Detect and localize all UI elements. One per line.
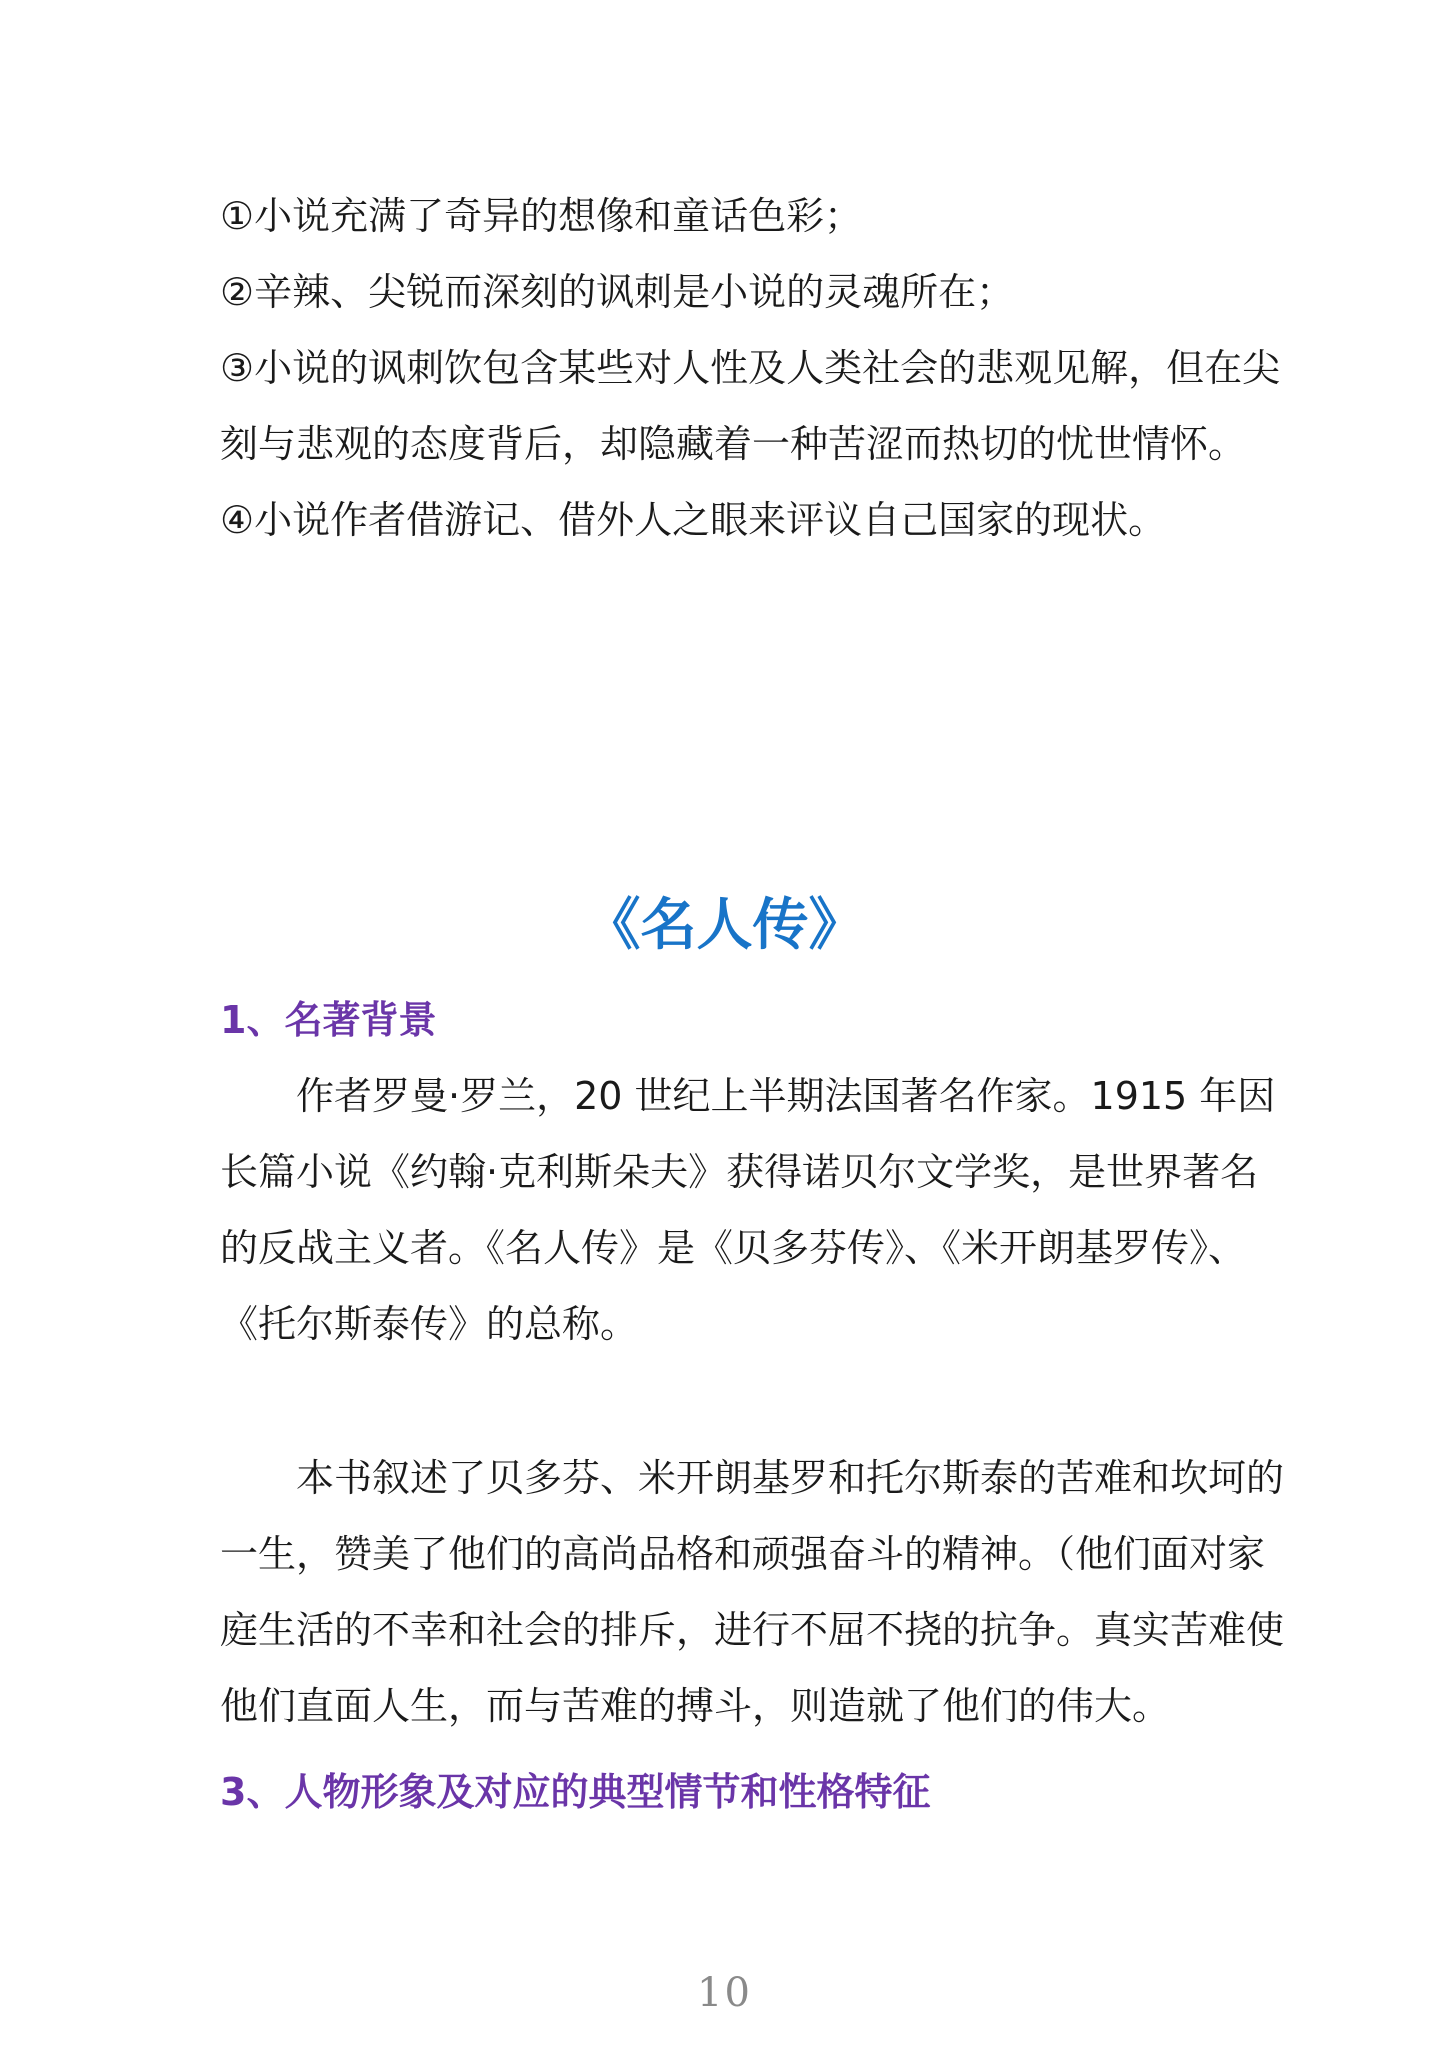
background-paragraph bbox=[220, 1058, 1276, 1362]
paragraph-line: 《托尔斯泰传》的总称。 bbox=[220, 1302, 639, 1346]
summary-paragraph bbox=[220, 1440, 1285, 1744]
paragraph-line: 一生，赞美了他们的高尚品格和顽强奋斗的精神。（他们面对家 bbox=[220, 1532, 1266, 1576]
book-title: 《名人传》 bbox=[584, 893, 865, 958]
paragraph-line: 作者罗曼·罗兰，20 世纪上半期法国著名作家。1915 年因 bbox=[296, 1074, 1276, 1118]
paragraph-line: 庭生活的不幸和社会的排斥，进行不屈不挠的抗争。真实苦难使 bbox=[220, 1608, 1285, 1652]
paragraph-line: 的反战主义者。《名人传》是《贝多芬传》、《米开朗基罗传》、 bbox=[220, 1226, 1247, 1270]
paragraph-line: 本书叙述了贝多芬、米开朗基罗和托尔斯泰的苦难和坎坷的 bbox=[296, 1456, 1285, 1500]
intro-point-3-continued: 刻与悲观的态度背后，却隐藏着一种苦涩而热切的忧世情怀。 bbox=[220, 422, 1247, 466]
intro-point-4: ④小说作者借游记、借外人之眼来评议自己国家的现状。 bbox=[220, 498, 1167, 542]
intro-points bbox=[220, 178, 1281, 558]
paragraph-line: 长篇小说《约翰·克利斯朵夫》获得诺贝尔文学奖，是世界著名 bbox=[220, 1150, 1259, 1194]
intro-point-1: ①小说充满了奇异的想像和童话色彩； bbox=[220, 194, 863, 238]
section-heading-background: 1、名著背景 bbox=[220, 998, 437, 1042]
intro-point-3: ③小说的讽刺饮包含某些对人性及人类社会的悲观见解，但在尖 bbox=[220, 346, 1281, 390]
page-number: 10 bbox=[697, 1970, 752, 2016]
intro-point-2: ②辛辣、尖锐而深刻的讽刺是小说的灵魂所在； bbox=[220, 270, 1015, 314]
paragraph-line: 他们直面人生，而与苦难的搏斗，则造就了他们的伟大。 bbox=[220, 1684, 1171, 1728]
section-heading-characters: 3、人物形象及对应的典型情节和性格特征 bbox=[220, 1770, 931, 1814]
